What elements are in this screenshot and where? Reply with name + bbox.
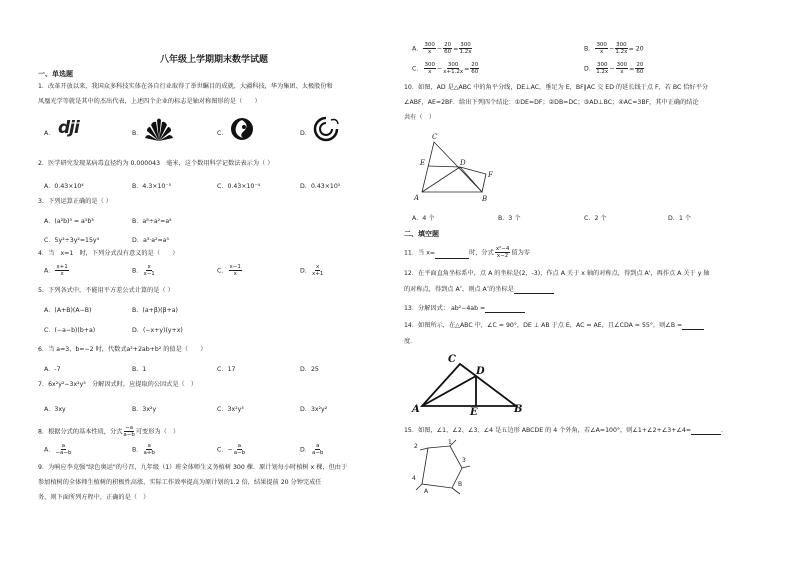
- q1-text: 1．改革开放以来，我国众多科技实体在各自行业取得了举世瞩目的成就，大疆科技，华为集团、太极股份和: [38, 83, 333, 90]
- q8-opt-d: D． $\frac{a}{a-b}$: [300, 443, 324, 456]
- q10-point-e: E: [420, 159, 426, 167]
- q6-opt-b: B．1: [132, 366, 147, 373]
- page-title: 八年级上学期期末数学试题: [160, 55, 269, 65]
- q10-opt-b: B．3 个: [498, 215, 521, 222]
- q15-angle-2: 2: [414, 443, 418, 450]
- q7-opt-a: A．3xy: [44, 406, 66, 413]
- q4-opt-c: C． $\frac{x-1}{x}$: [217, 264, 241, 277]
- q5-text: 5．下列各式中，不能用平方差公式计算的是（ ）: [38, 287, 174, 294]
- q10-opt-d: D．1 个: [668, 215, 692, 222]
- q10-text: 10．如图，AD 是△ABC 中的角平分线，DE⊥AC，垂足为 E，BF∥AC 交 ED 的延长线于点 F，若 BC 恰好平分: [404, 84, 709, 91]
- q4-opt-d: D． $\frac{x}{x+1}$: [300, 264, 324, 277]
- q8-text: 8．根据分式的基本性质，分式 $\frac{-a}{a-b}$ 可变形为（ ）: [38, 425, 180, 438]
- q2-opt-a: A．0.43×10⁴: [44, 183, 84, 190]
- q8-opt-c: C．− $\frac{a}{a-b}$: [217, 443, 246, 456]
- q9-opt-c: C． $\frac{300}{x}$ − $\frac{300}{x+1.2x}$ = $\frac{20}{60}$: [412, 62, 479, 75]
- q10-text-2: ∠ABF，AE=2BF．给出下列四个结论：①DE=DF；②DB=DC；③AD⊥BC；④AC=3BF，其中正确的结论: [404, 99, 699, 106]
- q14-text: 14．如图所示，在△ABC 中，∠C = 90°，DE ⊥ AB 于点 E，AC = AE，且∠CDA = 55°，则∠B =: [404, 322, 704, 330]
- q15-vertex-a: A: [424, 488, 429, 495]
- q15-angle-1: 1: [448, 439, 452, 446]
- q12-text: 12．在平面直角坐标系中，点 A 的坐标是(2，-3)，作点 A 关于 x 轴的对称点，得到点 A'，再作点 A 关于 y 轴: [404, 270, 710, 277]
- q14-triangle-figure: [408, 350, 533, 415]
- q5-opt-c: C．(−a−b)(b+a): [44, 327, 96, 334]
- q14-point-a: A: [412, 404, 420, 415]
- q14-point-b: B: [514, 404, 523, 415]
- q1-text-2: 凤凰光学等就是其中的杰出代表，上述四个企业的标志是轴对称图形的是（ ）: [38, 98, 261, 105]
- q7-text: 7．6x²y²−3x²y³ 分解因式时，应提取的公因式是（ ）: [38, 381, 198, 388]
- q3-opt-c: C．5y²÷3y²=15y⁴: [44, 237, 100, 244]
- q3-opt-b: B．a⁸÷a²=a⁴: [132, 218, 172, 225]
- section-fill-in: 二、填空题: [404, 230, 439, 238]
- q3-opt-a: A．(a²b)³ = a⁵b³: [44, 218, 94, 225]
- q9-text-2: 参加植树的全体师生植树的积极性高涨，实际工作效率提高为原计划的1.2 倍，结果提前 20 分钟完成任: [38, 479, 322, 486]
- q15-text: 15．如图，∠1、∠2、∠3、∠4 是五边形 ABCDE 的 4 个外角，若∠A=100°，则∠1+∠2+∠3+∠4= ．: [404, 427, 728, 434]
- q7-opt-b: B．3x²y: [132, 406, 157, 413]
- dji-logo: dji: [58, 118, 79, 138]
- q1-opt-c-label: C．: [217, 130, 228, 137]
- q3-text: 3．下列运算正确的是（ ）: [38, 198, 112, 205]
- q10-point-b: B: [482, 195, 488, 203]
- q1-opt-d-label: D．: [300, 130, 311, 137]
- q15-vertex-b: B: [458, 481, 463, 488]
- q4-opt-a: A． $\frac{x+1}{x}$: [44, 264, 68, 277]
- q9-opt-a: A． $\frac{300}{x}$ − $\frac{20}{60}$ = $\frac{300}{1.2x}$: [412, 42, 472, 55]
- q10-point-d: D: [460, 159, 466, 167]
- q15-angle-3: 3: [462, 457, 466, 464]
- q10-point-f: F: [488, 171, 493, 179]
- q10-opt-c: C．2 个: [584, 215, 607, 222]
- q6-opt-d: D．25: [300, 366, 319, 373]
- taiji-logo-icon: [230, 117, 254, 141]
- q2-opt-b: B．4.3×10⁻⁵: [132, 183, 172, 190]
- q1-opt-a-label: A．: [44, 130, 55, 137]
- q7-opt-c: C．3x²y³: [217, 406, 244, 413]
- q15-pentagon-figure: [408, 438, 478, 498]
- q5-opt-b: B．(a+β)(β+a): [132, 307, 178, 314]
- q2-opt-d: D．0.43×10⁵: [300, 183, 341, 190]
- q5-opt-a: A．(A+B)(A−B): [44, 307, 92, 314]
- q10-opt-a: A．4 个: [412, 215, 435, 222]
- q2-text: 2．医学研究发现某病毒直径约为 0.000043 毫米，这个数用科学记数法表示为（ ）: [38, 160, 274, 167]
- phoenix-logo-icon: [313, 116, 339, 142]
- q9-text: 9．为响应李克强"绿色奥运"的号召，九年级（1）班全体师生义务植树 300 棵．原计划每小时植树 x 棵，但由于: [38, 464, 348, 471]
- q11-text: 11．当 x= 时，分式 $\frac{\text{x²−4}}{x-2}$ 值为零: [404, 246, 530, 259]
- q4-opt-b: B． $\frac{x}{x-1}$: [132, 264, 155, 277]
- q9-text-3: 务，则下面所列方程中，正确的是（ ）: [38, 494, 150, 501]
- q6-opt-a: A．-7: [44, 366, 61, 373]
- section-single-choice: 一、单选题: [38, 70, 73, 78]
- q10-point-c: C: [432, 133, 438, 141]
- q10-triangle-figure: [410, 130, 500, 205]
- q1-opt-b-label: B．: [132, 130, 143, 137]
- q7-opt-d: D．3x²y²: [300, 406, 328, 413]
- q9-opt-b: B． $\frac{300}{x}$ − $\frac{300}{1.2x}$ = 20: [584, 42, 644, 55]
- q6-opt-c: C．17: [217, 366, 236, 373]
- q14-point-e: E: [470, 407, 478, 415]
- q14-text-2: 度.: [404, 338, 413, 345]
- huawei-logo-icon: [145, 117, 173, 143]
- q10-text-3: 共有（ ）: [404, 114, 435, 121]
- q14-point-d: D: [476, 366, 485, 377]
- q8-opt-a: A． $\frac{a}{-a-b}$: [44, 443, 72, 456]
- q4-text: 4．当 x=1 时，下列分式没有意义的是（ ）: [38, 250, 179, 257]
- q12-text-2: 的对称点，得到点 A″，则点 A″的坐标是: [404, 286, 554, 294]
- q10-point-a: A: [414, 194, 420, 202]
- q13-text: 13．分解因式： ab²−4ab =: [404, 305, 525, 313]
- q8-opt-b: B． $\frac{a}{a+b}$: [132, 443, 155, 456]
- q3-opt-d: D．a³·a²=a⁵: [132, 237, 169, 244]
- q5-opt-d: D．(−x+y)(y+x): [132, 327, 183, 334]
- q6-text: 6．当 a=3，b=−2 时，代数式a²+2ab+b² 的值是（ ）: [38, 346, 207, 353]
- q9-opt-d: D． $\frac{300}{1.2x}$ − $\frac{300}{x}$ = $\frac{20}{60}$: [584, 62, 644, 75]
- q14-point-c: C: [448, 354, 456, 365]
- q15-angle-4: 4: [412, 475, 416, 482]
- q2-opt-c: C．0.43×10⁻⁴: [217, 183, 261, 190]
